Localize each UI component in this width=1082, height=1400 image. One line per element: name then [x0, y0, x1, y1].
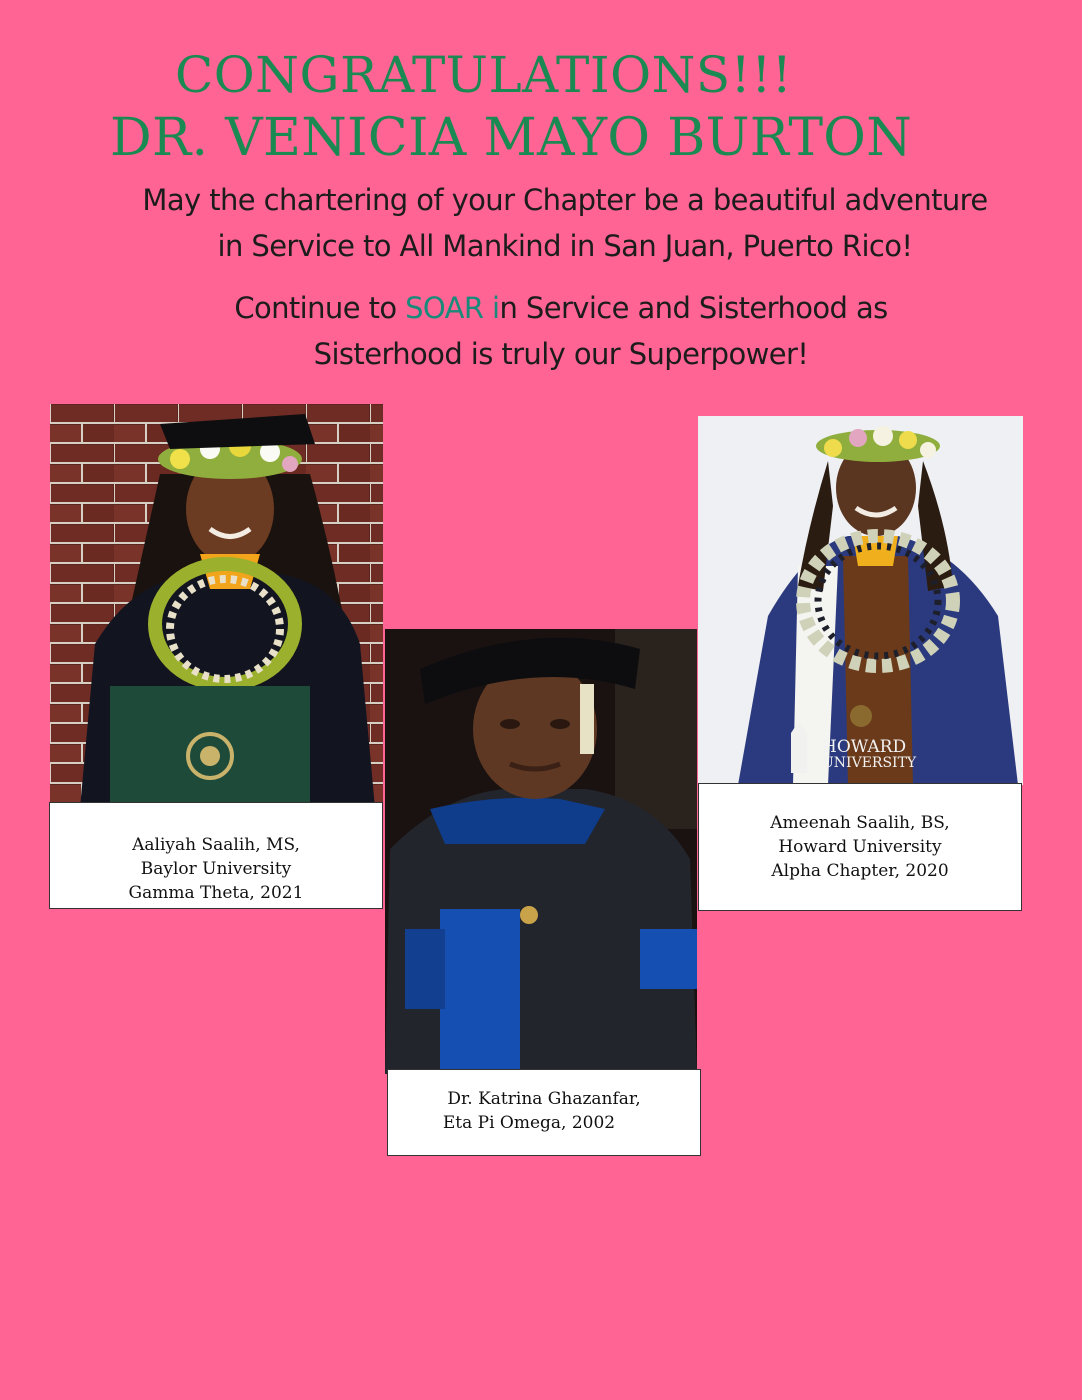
headline-honoree-name: DR. VENICIA MAYO BURTON [110, 108, 913, 168]
caption-chapter: Gamma Theta, 2021 [128, 883, 304, 903]
caption-name: Aaliyah Saalih, MS, [132, 835, 300, 855]
photo-aaliyah-saalih [50, 404, 383, 808]
caption-school: Baylor University [140, 859, 292, 879]
message-line-1: May the chartering of your Chapter be a beautiful adventure [142, 183, 988, 217]
howard-logo-subtitle: UNIVERSITY [822, 755, 917, 771]
message-line-3-suffix: n Service and Sisterhood as [499, 291, 888, 325]
headline-congratulations: CONGRATULATIONS!!! [175, 46, 793, 104]
caption-chapter: Eta Pi Omega, 2002 [442, 1113, 616, 1133]
caption-chapter: Alpha Chapter, 2020 [771, 861, 949, 881]
howard-logo-text [822, 739, 916, 770]
message-chartering [24, 177, 1082, 269]
caption-school: Howard University [778, 837, 942, 857]
caption-name: Ameenah Saalih, BS, [770, 813, 950, 833]
caption-katrina-ghazanfar [387, 1069, 701, 1156]
howard-logo-title: HOWARD [822, 737, 907, 757]
caption-aaliyah-saalih [49, 802, 383, 909]
message-soar [20, 285, 1082, 377]
message-line-4: Sisterhood is truly our Superpower! [313, 337, 809, 371]
message-line-3 [20, 285, 1082, 331]
photo-katrina-ghazanfar [385, 629, 697, 1074]
soar-highlight: SOAR i [405, 291, 500, 325]
caption-name: Dr. Katrina Ghazanfar, [447, 1089, 641, 1109]
message-line-3-prefix: Continue to [234, 291, 406, 325]
photo-ameenah-saalih [698, 416, 1023, 785]
caption-ameenah-saalih [698, 783, 1022, 911]
message-line-2: in Service to All Mankind in San Juan, Puerto Rico! [217, 229, 913, 263]
